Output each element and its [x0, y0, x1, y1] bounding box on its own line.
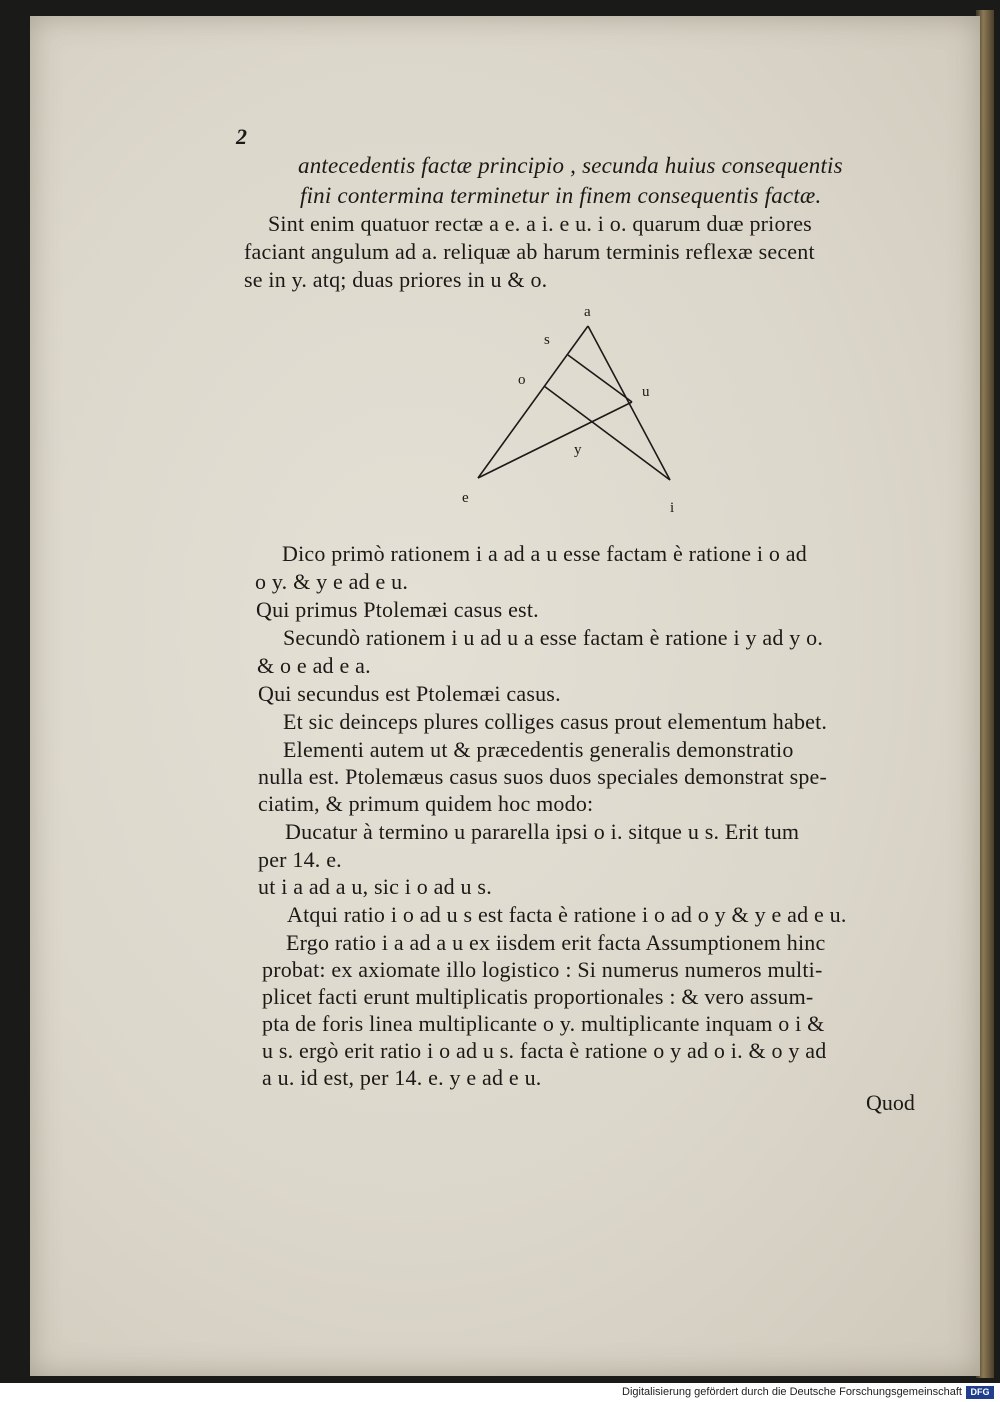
footer-credit: Digitalisierung gefördert durch die Deutsche Forschungsgemeinschaft — [622, 1386, 962, 1398]
label-e: e — [462, 490, 469, 506]
text-line: Dico primò rationem i a ad a u esse factam è ratione i o ad — [282, 541, 807, 566]
label-o: o — [518, 372, 526, 388]
dfg-logo-icon: DFG — [966, 1386, 994, 1399]
text-line: se in y. atq; duas priores in u & o. — [244, 267, 548, 292]
text-line: Qui primus Ptolemæi casus est. — [256, 597, 539, 622]
text-line: o y. & y e ad e u. — [255, 569, 409, 594]
text-line: plicet facti erunt multiplicatis proportionales : & vero assum- — [262, 984, 814, 1009]
page-number: 2 — [236, 124, 247, 149]
text-line: Ducatur à termino u pararella ipsi o i. sitque u s. Erit tum — [285, 819, 800, 844]
text-line: Sint enim quatuor rectæ a e. a i. e u. i o. quarum duæ priores — [268, 211, 812, 236]
text-line: u s. ergò erit ratio i o ad u s. facta è ratione o y ad o i. & o y ad — [262, 1038, 827, 1063]
line-e-u — [478, 402, 632, 478]
line-u-s — [568, 355, 632, 402]
text-line: Ergo ratio i a ad a u ex iisdem erit facta Assumptionem hinc — [286, 930, 826, 955]
text-line: Atqui ratio i o ad u s est facta è ratione i o ad o y & y e ad e u. — [287, 902, 847, 927]
text-line: a u. id est, per 14. e. y e ad e u. — [262, 1065, 542, 1090]
catchword: Quod — [866, 1090, 915, 1115]
line-i-o — [544, 386, 670, 480]
text-line: faciant angulum ad a. reliquæ ab harum terminis reflexæ secent — [244, 239, 815, 264]
text-line: pta de foris linea multiplicante o y. multiplicante inquam o i & — [262, 1011, 825, 1036]
text-line: Et sic deinceps plures colliges casus prout elementum habet. — [283, 709, 828, 734]
label-u: u — [642, 384, 650, 400]
text-line: antecedentis factæ principio , secunda huius consequentis — [298, 153, 843, 178]
text-line: Qui secundus est Ptolemæi casus. — [258, 681, 561, 706]
digitization-footer — [0, 1383, 1000, 1402]
geometric-figure — [420, 298, 710, 520]
text-line: nulla est. Ptolemæus casus suos duos speciales demonstrat spe- — [258, 764, 828, 789]
text-line: Elementi autem ut & præcedentis generalis demonstratio — [283, 737, 794, 762]
text-line: per 14. e. — [258, 847, 342, 872]
label-s: s — [544, 332, 550, 348]
label-a: a — [584, 304, 591, 320]
text-line: Secundò rationem i u ad u a esse factam è ratione i y ad y o. — [283, 625, 824, 650]
label-y: y — [574, 442, 582, 458]
text-line: ciatim, & primum quidem hoc modo: — [258, 791, 594, 816]
text-line: fini contermina terminetur in finem consequentis factæ. — [300, 183, 822, 208]
line-a-e — [478, 326, 588, 478]
text-line: ut i a ad a u, sic i o ad u s. — [258, 874, 492, 899]
label-i: i — [670, 500, 675, 516]
text-line: probat: ex axiomate illo logistico : Si numerus numeros multi- — [262, 957, 823, 982]
text-line: & o e ad e a. — [257, 653, 371, 678]
